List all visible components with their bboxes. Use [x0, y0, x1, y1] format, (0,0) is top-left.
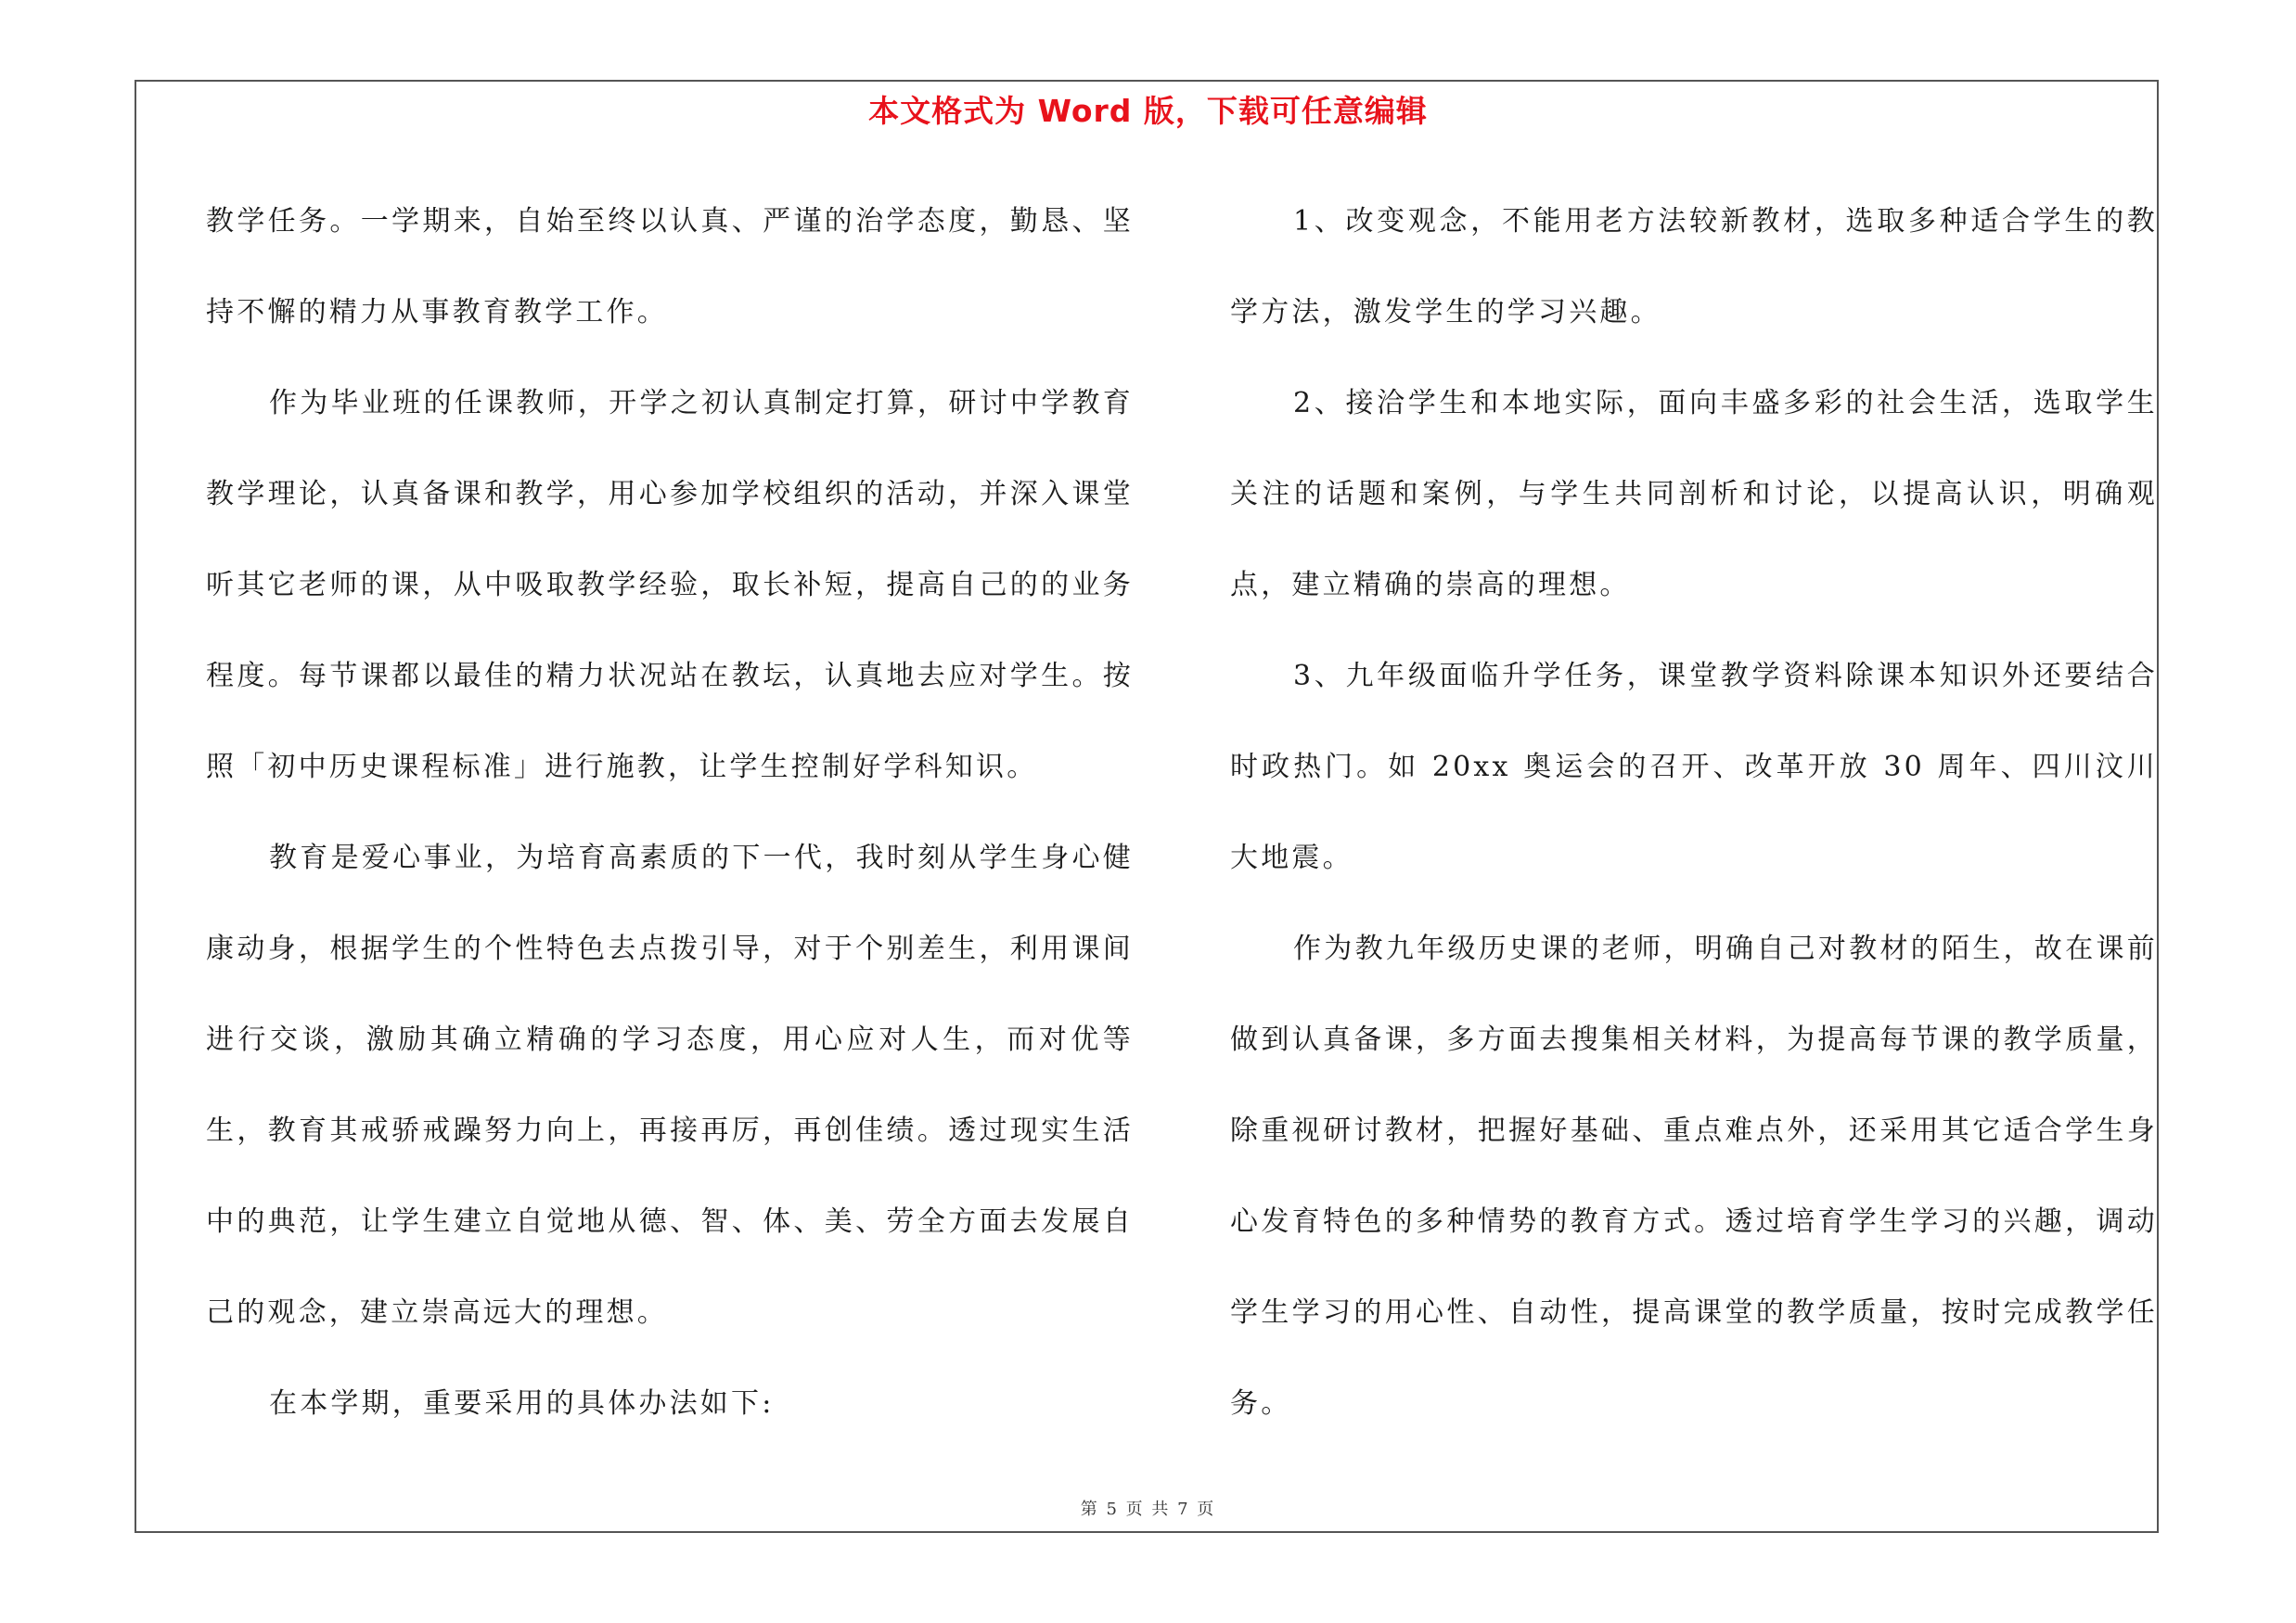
- left-column: [206, 176, 1134, 1449]
- format-banner: 本文格式为 Word 版，下载可任意编辑: [868, 93, 1428, 129]
- paragraph: 作为教九年级历史课的老师，明确自己对教材的陌生，故在课前做到认真备课，多方面去搜集相关材料，为提高每节课的教学质量，除重视研讨教材，把握好基础、重点难点外，还采用其它适合学生身心发育特色的多种情势的教育方式。透过培育学生学习的兴趣，调动学生学习的用心性、自动性，提高课堂的教学质量，按时完成教学任务。: [1230, 933, 2158, 1420]
- paragraph: 在本学期，重要采用的具体办法如下:: [269, 1387, 775, 1420]
- paragraph: 3、九年级面临升学任务，课堂教学资料除课本知识外还要结合时政热门。如 20xx 奥运会的召开、改革开放 30 周年、四川汶川大地震。: [1230, 660, 2158, 874]
- page-number: 第 5 页 共 7 页: [1080, 1500, 1216, 1519]
- paragraph: 1、改变观念，不能用老方法较新教材，选取多种适合学生的教学方法，激发学生的学习兴趣。: [1230, 205, 2158, 328]
- right-column: [1230, 176, 2158, 1449]
- paragraph: 2、接洽学生和本地实际，面向丰盛多彩的社会生活，选取学生关注的话题和案例，与学生共同剖析和讨论，以提高认识，明确观点，建立精确的崇高的理想。: [1230, 387, 2158, 601]
- paragraph: 作为毕业班的任课教师，开学之初认真制定打算，研讨中学教育教学理论，认真备课和教学，用心参加学校组织的活动，并深入课堂听其它老师的课，从中吸取教学经验，取长补短，提高自己的的业务程度。每节课都以最佳的精力状况站在教坛，认真地去应对学生。按照「初中历史课程标准」进行施教，让学生控制好学科知识。: [206, 387, 1134, 783]
- paragraph: 教育是爱心事业，为培育高素质的下一代，我时刻从学生身心健康动身，根据学生的个性特色去点拨引导，对于个别差生，利用课间进行交谈，激励其确立精确的学习态度，用心应对人生，而对优等生，教育其戒骄戒躁努力向上，再接再厉，再创佳绩。透过现实生活中的典范，让学生建立自觉地从德、智、体、美、劳全方面去发展自己的观念，建立崇高远大的理想。: [206, 842, 1134, 1329]
- paragraph: 教学任务。一学期来，自始至终以认真、严谨的治学态度，勤恳、坚持不懈的精力从事教育教学工作。: [206, 205, 1134, 328]
